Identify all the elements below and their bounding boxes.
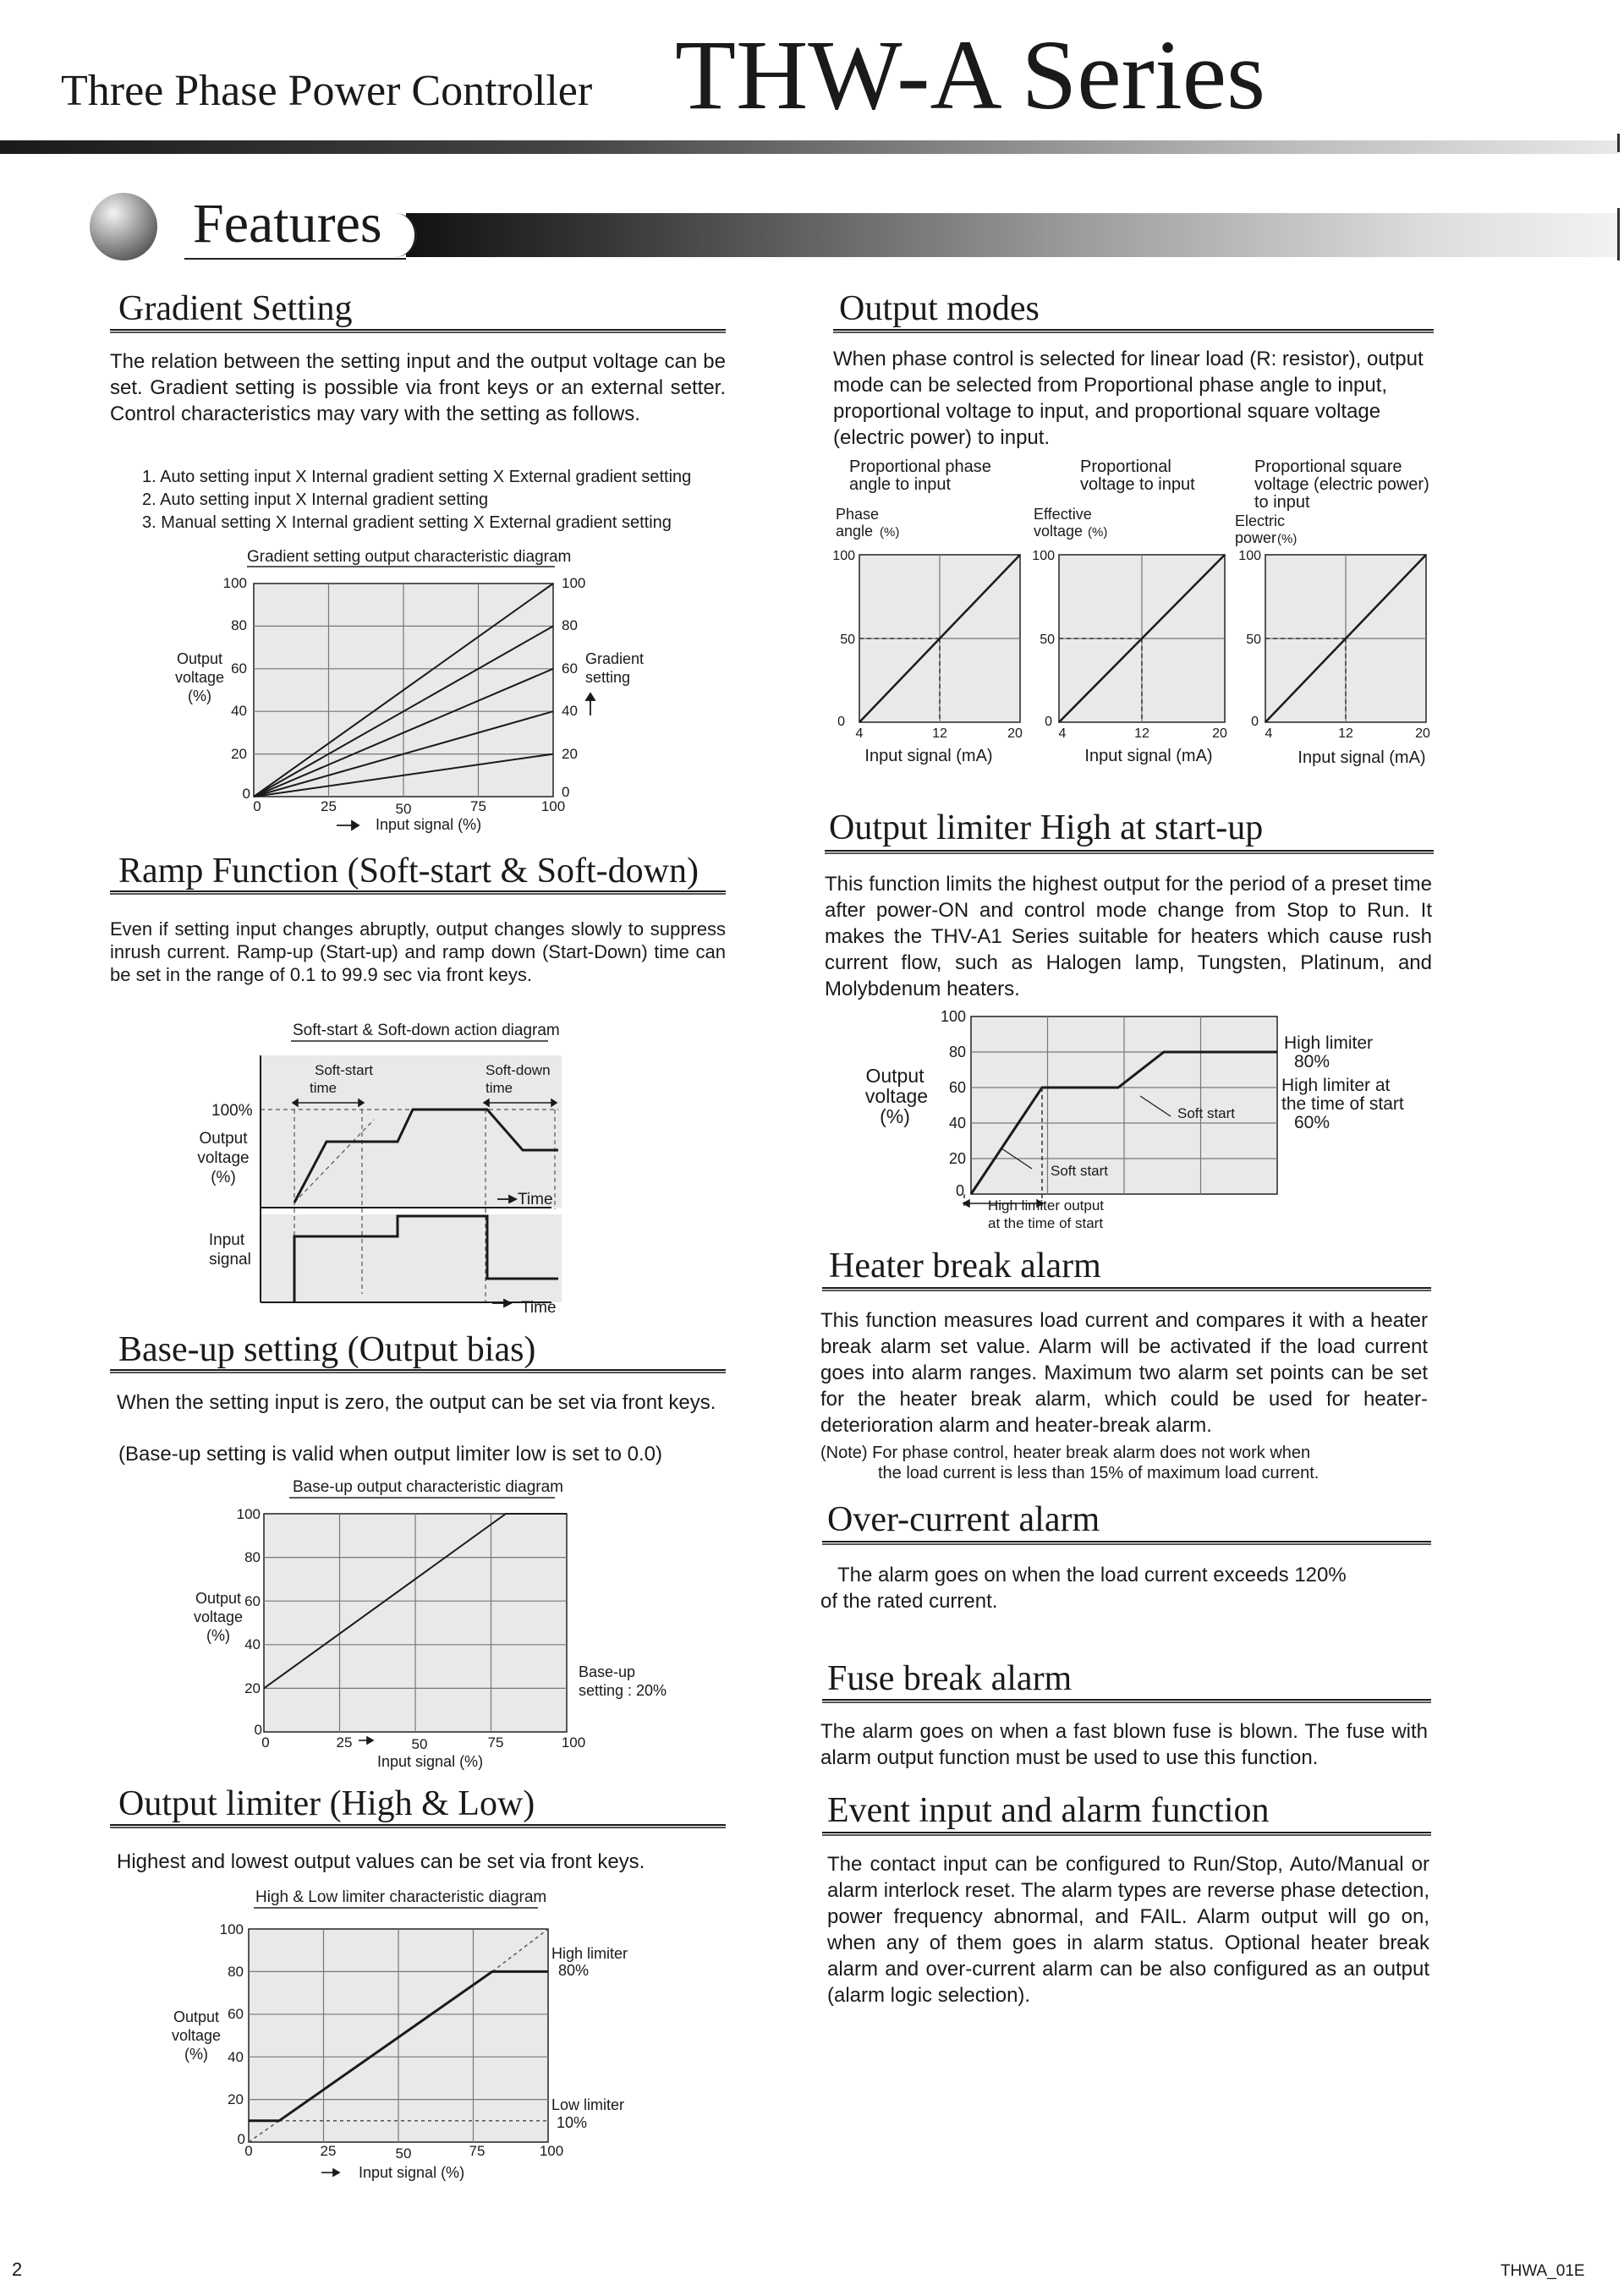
y-ticks [941,1008,966,1199]
y-tick: 100 [236,1506,261,1522]
y-label-line: Output [195,1590,242,1607]
y-label-line: (%) [880,1105,910,1127]
x-tick: 20 [1007,726,1023,741]
y-tick: 0 [242,786,250,802]
x-tick: 75 [487,1734,504,1751]
right-label-line: Gradient [585,650,645,667]
y-tick: 80 [244,1549,261,1565]
x-tick: 4 [1058,726,1067,741]
header-gradient-bar [0,140,1617,154]
y-tick: 100 [940,1008,966,1025]
document-code: THWA_01E [1501,2262,1585,2280]
caption-line: Proportional square [1254,458,1402,476]
x-tick: 20 [1415,726,1430,741]
y-label [175,650,224,704]
gradient-setting-label [585,650,644,686]
y-tick: 100 [219,1921,244,1937]
x-tick: 0 [261,1734,270,1751]
label-line: time [486,1080,513,1096]
section-rule [825,850,1434,854]
section-title-ramp: Ramp Function (Soft-start & Soft-down) [118,852,699,890]
caption-line: Proportional phase [849,458,991,476]
x-tick: 12 [1338,726,1353,741]
section-title-output-modes: Output modes [839,289,1040,328]
section-rule [822,1832,1431,1836]
features-gradient-bar [406,213,1617,257]
ramp-chart [186,1015,592,1328]
features-bar-end [1617,208,1620,260]
y-tick: 0 [1251,715,1259,729]
y-tick: 60 [948,1079,966,1096]
baseup-note-label [579,1663,667,1699]
y-tick: 0 [237,2131,245,2147]
section-title-limiter: Output limiter (High & Low) [118,1784,535,1823]
x-tick: 25 [320,2143,337,2159]
limiter-startup-text: This function limits the highest output for the period of a preset time after power-ON and control mode change from Stop to Run. It makes the THV-A1 Series suitable for heaters which cause rush current flow, such as Halogen lamp, Tungsten, Platinum, and Molybdenum heaters. [825,873,1432,1000]
label-line: 60% [1294,1113,1330,1132]
gradient-list-item: 3. Manual setting X Internal gradient setting X External gradient setting [142,513,672,532]
x-ticks [253,798,565,817]
heater-text: This function measures load current and compares it with a heater break alarm set value. Alarm will be activated if the load current goes into alarm ranges. Maximum two alarm set points can be set for the heater break alarm, which could be used for heater-deterioration alarm and heater-break alarm. [820,1309,1428,1437]
output-modes-text: When phase control is selected for linear load (R: resistor), output mode can be selected from Proportional phase angle to input, proportional voltage to input, and proportional square voltage (electric power) to input. [833,348,1424,449]
mode-chart-phase [836,458,1020,722]
limiter-startup-chart [854,1006,1446,1235]
baseup-chart [169,1471,694,1776]
y-tick: 80 [228,1964,244,1980]
y-label [865,1065,928,1127]
mode-chart-voltage [1034,458,1225,722]
y-tick: 20 [228,2091,244,2107]
label-line: Input [208,1231,245,1249]
header-series-title: THW-A Series [675,19,1266,130]
header-bar-end [1617,134,1620,152]
ylabel-line: voltage [1034,523,1084,540]
y-tick: 50 [1040,633,1055,647]
caption-line: voltage to input [1080,475,1195,494]
right-ticks [562,575,585,800]
output-label [197,1130,249,1186]
y-tick: 0 [1045,715,1052,729]
time-label: Time [518,1191,553,1208]
section-title-baseup: Base-up setting (Output bias) [118,1330,536,1369]
chart-title: High & Low limiter characteristic diagram [255,1888,547,1906]
y-tick: 100 [832,549,855,563]
y-label [194,1590,243,1644]
y-label-line: Output [176,650,223,667]
section-title-limiter-startup: Output limiter High at start-up [829,808,1264,847]
section-rule [110,329,726,333]
label-line: setting : 20% [579,1682,667,1699]
event-text: The contact input can be configured to Run/Stop, Auto/Manual or alarm interlock reset. The alarm types are reverse phase detection, power frequency abnormal, and FAIL. Alarm output will go on, when any of them goes in alarm status. Optional heater break alarm and over-current alarm can be also configured as an output (alarm logic selection). [827,1853,1429,2007]
overcurrent-text: The alarm goes on when the load current exceeds 120% [837,1564,1347,1586]
section-rule [833,329,1434,333]
x-tick: 50 [411,1736,428,1752]
y-label-line: voltage [864,1085,929,1107]
x-tick: 4 [1265,726,1273,741]
limiter-text: Highest and lowest output values can be set via front keys. [117,1850,645,1873]
section-title-heater: Heater break alarm [829,1247,1101,1285]
y-label-line: (%) [188,688,211,704]
label-line: 10% [557,2114,588,2131]
x-tick: 25 [336,1734,353,1751]
pct-label: 100% [211,1102,253,1120]
mode-caption [1080,458,1195,494]
baseup-note: (Base-up setting is valid when output limiter low is set to 0.0) [118,1443,662,1466]
right-arrow-icon [337,821,359,830]
right-tick: 40 [562,703,578,719]
header-subtitle: Three Phase Power Controller [61,67,593,115]
section-rule [110,890,726,895]
x-tick: 12 [1134,726,1149,741]
x-tick: 0 [244,2143,253,2159]
fuse-text: The alarm goes on when a fast blown fuse is blown. The fuse with alarm output function must be used to use this function. [820,1720,1428,1769]
label-line: High limiter [1284,1033,1374,1053]
output-modes-charts [829,455,1455,776]
section-title-event: Event input and alarm function [827,1791,1270,1830]
input-plot-area [261,1214,562,1302]
high-limiter-label [1284,1033,1373,1071]
gradient-list [142,466,734,534]
section-rule [110,1824,726,1828]
section-rule [822,1699,1431,1703]
label-line: at the time of start [988,1215,1104,1231]
gradient-chart [161,541,685,846]
y-tick: 20 [948,1150,966,1167]
ylabel-unit: (%) [1088,525,1108,540]
right-arrow-icon [359,1737,373,1744]
mode-ylabel [1034,506,1107,540]
x-ticks [244,2143,563,2162]
x-label: Input signal (mA) [1084,747,1213,765]
caption-line: Proportional [1080,458,1171,476]
ylabel-line: Effective [1034,506,1092,523]
input-label [209,1231,251,1269]
caption-line: voltage (electric power) [1254,475,1429,494]
high-start-label [1281,1076,1404,1132]
label-line: High limiter [551,1945,628,1962]
section-rule [822,1541,1431,1545]
x-tick: 4 [855,726,864,741]
y-label-line: Output [865,1065,924,1087]
label-line: (%) [211,1169,236,1186]
features-title: Features [193,193,382,255]
label-line: signal [209,1251,251,1269]
y-tick: 60 [228,2006,244,2022]
ylabel-unit: (%) [880,525,900,540]
gradient-text: The relation between the setting input and the output voltage can be set. Gradient setting is possible via front keys or an external setter. Control characteristics may vary with the setting as follows. [110,350,726,425]
page-number: 2 [12,2259,23,2280]
time-label: Time [521,1299,557,1317]
y-ticks [223,575,250,802]
right-tick: 80 [562,617,578,633]
section-title-gradient: Gradient Setting [118,289,353,328]
x-ticks [856,726,1430,741]
x-tick: 0 [253,798,261,814]
x-label: Input signal (%) [376,816,482,833]
mode-ylabel [836,506,899,540]
y-tick: 60 [231,660,247,677]
up-arrow-icon [586,693,595,715]
mode-caption [849,458,991,494]
bottom-label [988,1197,1104,1231]
x-tick: 75 [470,798,486,814]
x-label: Input signal (mA) [864,747,993,765]
y-label-line: Output [173,2008,220,2025]
y-tick: 100 [222,575,247,591]
right-label-line: setting [585,669,631,686]
x-tick: 100 [539,2143,564,2159]
y-tick: 80 [231,617,247,633]
section-title-fuse: Fuse break alarm [827,1659,1073,1698]
x-labels [864,747,1425,767]
label-line: time [310,1080,337,1096]
baseup-text: When the setting input is zero, the output can be set via front keys. [117,1391,716,1414]
y-tick: 20 [244,1680,261,1696]
low-limiter-label [551,2096,624,2131]
ylabel-line: Electric [1235,512,1286,529]
y-tick: 40 [228,2049,244,2065]
label-line: the time of start [1281,1094,1404,1114]
y-tick: 100 [1238,549,1261,563]
right-tick: 20 [562,746,578,762]
gradient-list-item: 1. Auto setting input X Internal gradient setting X External gradient setting [142,468,692,486]
x-tick: 25 [321,798,337,814]
label-line: Soft-down [486,1062,551,1078]
right-tick: 60 [562,660,578,677]
x-tick: 75 [469,2143,486,2159]
caption-line: to input [1254,493,1310,512]
label-line: Low limiter [551,2096,625,2113]
ylabel-line: power [1235,529,1277,546]
y-ticks [220,1921,245,2147]
y-label-line: voltage [174,669,225,686]
label-line: voltage [197,1149,250,1167]
right-tick: 0 [562,784,570,800]
y-tick: 0 [955,1182,964,1199]
x-label: Input signal (mA) [1298,748,1426,767]
y-label-line: (%) [184,2046,208,2063]
heater-note [820,1443,1429,1483]
overcurrent-text: of the rated current. [820,1590,998,1613]
x-tick: 20 [1212,726,1227,741]
features-underline [184,258,406,260]
y-tick: 0 [837,715,845,729]
mode-chart-power [1235,458,1429,722]
y-tick: 100 [1032,549,1055,563]
y-tick: 40 [231,703,247,719]
y-tick: 80 [948,1044,966,1060]
x-tick: 100 [561,1734,586,1751]
ramp-text: Even if setting input changes abruptly, output changes slowly to suppress inrush current. Ramp-up (Start-up) and ramp down (Start-Down) time can be set in the range of 0.1 to 99.9 sec via front keys. [110,918,726,985]
label-line: 80% [558,1962,590,1979]
x-tick: 100 [540,798,566,814]
label-line: Base-up [579,1663,636,1680]
x-ticks [261,1734,585,1752]
right-arrow-icon [321,2169,339,2176]
output-plot-area [261,1055,562,1208]
label-line: Output [199,1130,248,1148]
y-tick: 40 [948,1115,966,1132]
y-tick: 20 [231,746,247,762]
soft-start-label: Soft start [1177,1105,1236,1121]
caption-line: angle to input [849,475,952,494]
section-rule [110,1369,726,1373]
features-sphere-icon [90,193,157,260]
label-line: High limiter output [988,1197,1105,1214]
x-tick: 50 [395,2145,412,2162]
y-tick: 60 [244,1593,261,1609]
y-tick: 50 [1246,633,1261,647]
y-tick: 0 [254,1722,262,1738]
chart-title: Base-up output characteristic diagram [293,1478,563,1496]
gradient-list-item: 2. Auto setting input X Internal gradient setting [142,490,489,509]
label-line: Soft-start [315,1062,373,1078]
y-label [172,2008,221,2063]
ylabel-unit: (%) [1277,532,1298,546]
x-tick: 12 [932,726,947,741]
right-tick: 100 [562,575,586,591]
ylabel-line: Phase [836,506,880,523]
y-label-line: voltage [193,1608,244,1625]
mode-caption [1254,458,1429,512]
y-label-line: voltage [171,2027,222,2044]
high-limiter-label [551,1945,628,1979]
section-title-overcurrent: Over-current alarm [827,1500,1100,1539]
x-label: Input signal (%) [377,1753,484,1770]
x-tick: 50 [395,801,412,817]
x-label: Input signal (%) [359,2164,465,2181]
mode-ylabel [1235,512,1297,546]
label-line: 80% [1294,1052,1330,1071]
y-tick: 50 [840,633,855,647]
note-line: (Note) For phase control, heater break alarm does not work when [820,1444,1311,1462]
limiter-chart [161,1882,668,2186]
label-line: High limiter at [1281,1076,1391,1095]
section-rule [822,1287,1431,1291]
y-tick: 40 [244,1636,261,1652]
y-label-line: (%) [206,1627,230,1644]
chart-title: Gradient setting output characteristic diagram [247,548,572,566]
chart-title: Soft-start & Soft-down action diagram [293,1022,560,1039]
note-line: the load current is less than 15% of maximum load current. [878,1464,1320,1482]
ylabel-line: angle [836,523,874,540]
soft-start-label: Soft start [1051,1163,1109,1179]
